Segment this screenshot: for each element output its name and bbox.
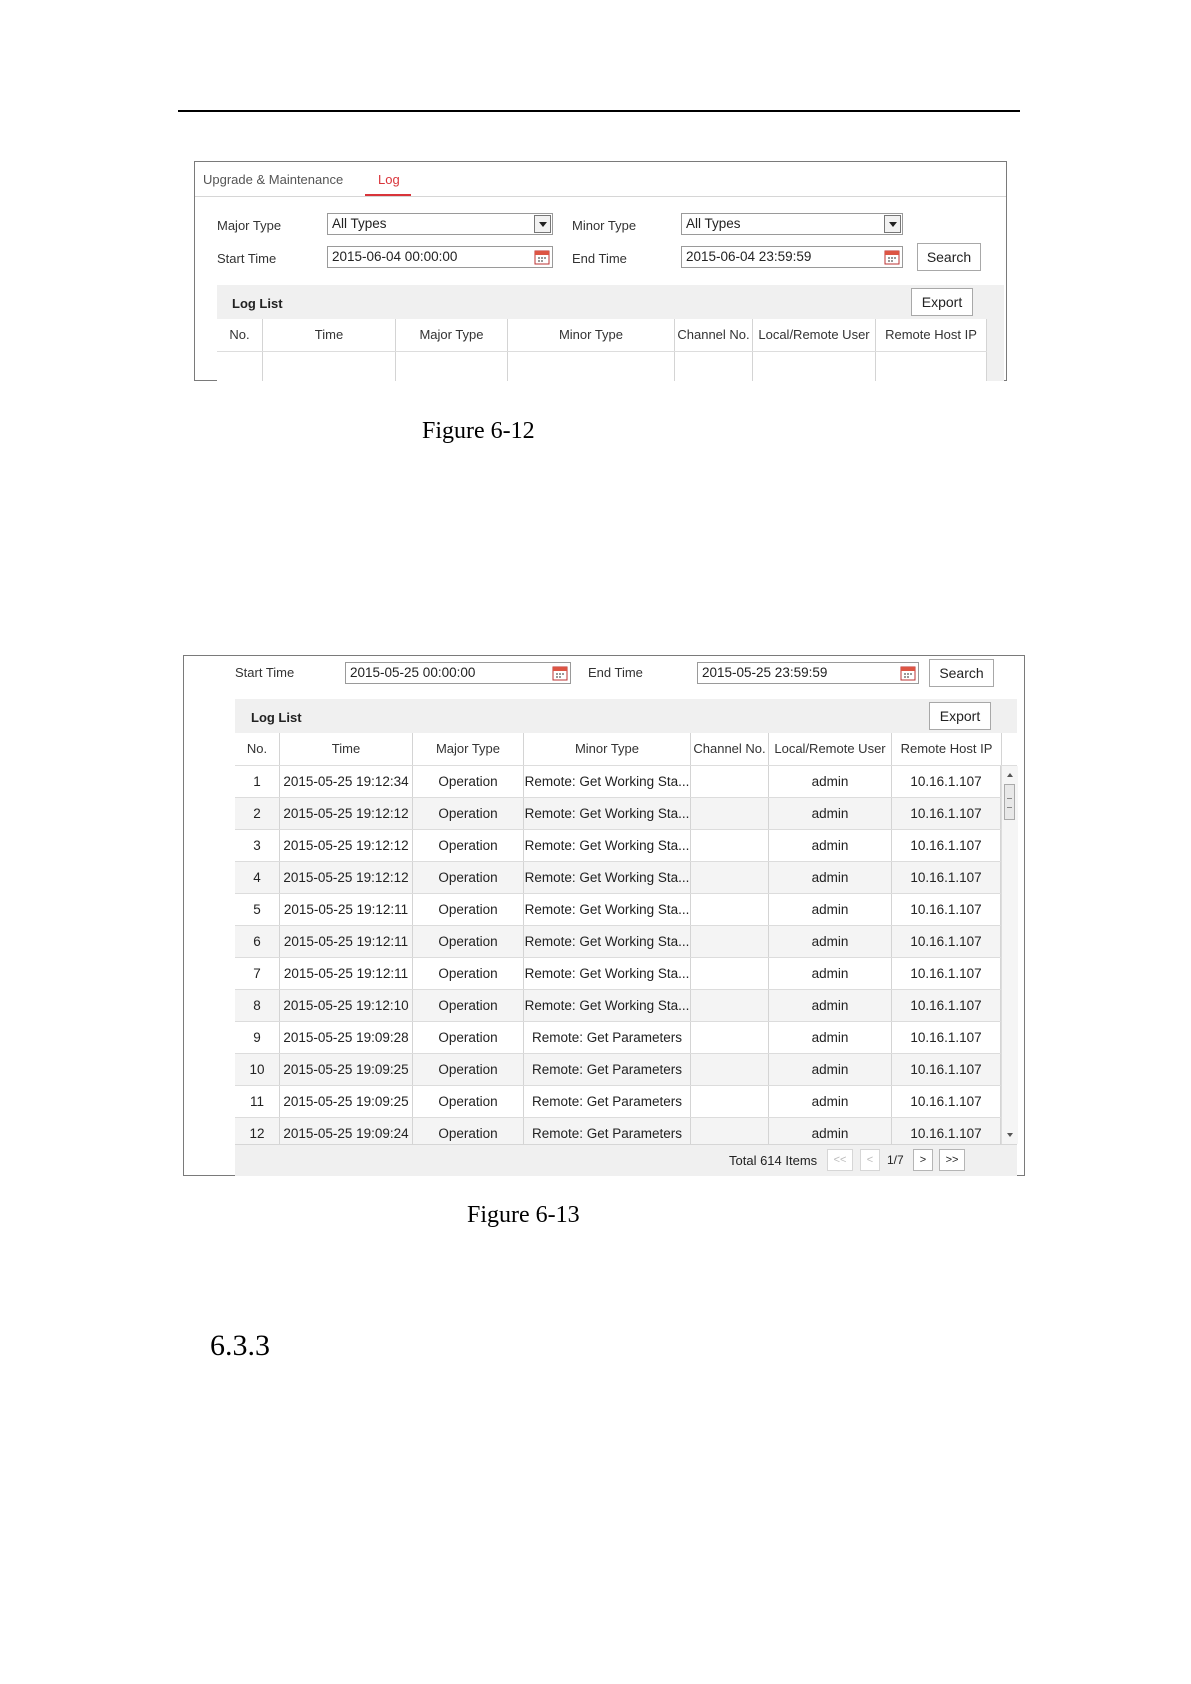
calendar-icon[interactable] — [900, 665, 916, 681]
cell-minor-type: Remote: Get Working Sta... — [524, 926, 691, 957]
cell-user: admin — [769, 1086, 892, 1117]
cell-time: 2015-05-25 19:12:12 — [280, 830, 413, 861]
cell-host-ip: 10.16.1.107 — [892, 862, 1001, 893]
cell-minor-type: Remote: Get Working Sta... — [524, 862, 691, 893]
log-list-title: Log List — [232, 296, 283, 311]
cell-time: 2015-05-25 19:09:25 — [280, 1054, 413, 1085]
table-row[interactable] — [235, 894, 1001, 926]
col-remote-host-ip[interactable]: Remote Host IP — [876, 319, 987, 351]
minor-type-label: Minor Type — [572, 218, 637, 233]
cell-minor-type: Remote: Get Working Sta... — [524, 894, 691, 925]
cell-minor-type: Remote: Get Parameters — [524, 1022, 691, 1053]
vertical-scrollbar[interactable] — [1001, 766, 1018, 1144]
cell-host-ip: 10.16.1.107 — [892, 926, 1001, 957]
cell-no: 6 — [235, 926, 280, 957]
cell-channel-no — [691, 1086, 769, 1117]
col-time[interactable]: Time — [280, 733, 413, 765]
cell-host-ip: 10.16.1.107 — [892, 830, 1001, 861]
col-channel-no[interactable]: Channel No. — [675, 319, 753, 351]
cell-time: 2015-05-25 19:12:11 — [280, 894, 413, 925]
end-time-input[interactable] — [681, 246, 903, 268]
cell-major-type: Operation — [413, 830, 524, 861]
cell-user: admin — [769, 1118, 892, 1144]
search-button[interactable]: Search — [917, 243, 981, 271]
tab-log[interactable]: Log — [378, 172, 400, 187]
cell-host-ip: 10.16.1.107 — [892, 958, 1001, 989]
cell-major-type: Operation — [413, 958, 524, 989]
cell-host-ip: 10.16.1.107 — [892, 798, 1001, 829]
cell-host-ip: 10.16.1.107 — [892, 1118, 1001, 1144]
minor-type-select[interactable] — [681, 213, 903, 235]
cell-user: admin — [769, 1022, 892, 1053]
cell-minor-type: Remote: Get Working Sta... — [524, 958, 691, 989]
cell-minor-type: Remote: Get Parameters — [524, 1086, 691, 1117]
cell-host-ip: 10.16.1.107 — [892, 894, 1001, 925]
scroll-down-icon[interactable] — [1002, 1128, 1018, 1142]
column-divider — [876, 352, 987, 381]
cell-major-type: Operation — [413, 926, 524, 957]
cell-no: 3 — [235, 830, 280, 861]
col-local-remote-user[interactable]: Local/Remote User — [753, 319, 876, 351]
grip-icon — [1007, 798, 1012, 808]
cell-major-type: Operation — [413, 1118, 524, 1144]
cell-no: 1 — [235, 766, 280, 797]
chevron-down-icon[interactable] — [884, 215, 901, 233]
cell-channel-no — [691, 830, 769, 861]
cell-major-type: Operation — [413, 766, 524, 797]
cell-channel-no — [691, 798, 769, 829]
column-divider — [217, 352, 263, 381]
active-tab-indicator — [365, 194, 411, 196]
cell-major-type: Operation — [413, 862, 524, 893]
cell-no: 8 — [235, 990, 280, 1021]
cell-time: 2015-05-25 19:12:34 — [280, 766, 413, 797]
column-divider — [753, 352, 876, 381]
cell-channel-no — [691, 894, 769, 925]
cell-no: 12 — [235, 1118, 280, 1144]
last-page-button[interactable]: >> — [939, 1149, 965, 1171]
prev-page-button[interactable]: < — [860, 1149, 880, 1171]
col-channel-no[interactable]: Channel No. — [691, 733, 769, 765]
col-minor-type[interactable]: Minor Type — [524, 733, 691, 765]
column-divider — [508, 352, 675, 381]
cell-host-ip: 10.16.1.107 — [892, 1022, 1001, 1053]
cell-channel-no — [691, 766, 769, 797]
cell-minor-type: Remote: Get Working Sta... — [524, 766, 691, 797]
col-remote-host-ip[interactable]: Remote Host IP — [892, 733, 1002, 765]
cell-user: admin — [769, 862, 892, 893]
cell-no: 9 — [235, 1022, 280, 1053]
page-indicator: 1/7 — [887, 1153, 904, 1167]
table-header — [235, 733, 1017, 766]
cell-host-ip: 10.16.1.107 — [892, 1086, 1001, 1117]
cell-major-type: Operation — [413, 894, 524, 925]
cell-channel-no — [691, 990, 769, 1021]
col-minor-type[interactable]: Minor Type — [508, 319, 675, 351]
cell-time: 2015-05-25 19:12:11 — [280, 958, 413, 989]
start-time-value: 2015-05-25 00:00:00 — [350, 665, 476, 680]
table-row[interactable] — [235, 798, 1001, 830]
cell-major-type: Operation — [413, 1022, 524, 1053]
cell-channel-no — [691, 862, 769, 893]
cell-major-type: Operation — [413, 798, 524, 829]
cell-channel-no — [691, 1022, 769, 1053]
figure-6-13-caption: Figure 6-13 — [467, 1202, 580, 1228]
start-time-input[interactable] — [345, 662, 571, 684]
end-time-input[interactable] — [697, 662, 919, 684]
figure-6-13 — [183, 655, 1025, 1176]
cell-no: 5 — [235, 894, 280, 925]
cell-minor-type: Remote: Get Parameters — [524, 1054, 691, 1085]
table-row[interactable] — [235, 1054, 1001, 1086]
column-divider — [263, 352, 396, 381]
tab-upgrade-maintenance[interactable]: Upgrade & Maintenance — [203, 172, 344, 187]
cell-user: admin — [769, 926, 892, 957]
col-major-type[interactable]: Major Type — [396, 319, 508, 351]
minor-type-value: All Types — [686, 216, 741, 231]
table-body-empty — [217, 352, 987, 381]
cell-time: 2015-05-25 19:09:25 — [280, 1086, 413, 1117]
cell-major-type: Operation — [413, 990, 524, 1021]
table-body — [235, 766, 1001, 1144]
table-row[interactable] — [235, 766, 1001, 798]
cell-minor-type: Remote: Get Working Sta... — [524, 830, 691, 861]
col-major-type[interactable]: Major Type — [413, 733, 524, 765]
start-time-value: 2015-06-04 00:00:00 — [332, 249, 458, 264]
end-time-value: 2015-05-25 23:59:59 — [702, 665, 828, 680]
end-time-label: End Time — [572, 251, 627, 266]
cell-minor-type: Remote: Get Parameters — [524, 1118, 691, 1144]
figure-6-12 — [194, 161, 1007, 381]
col-no[interactable]: No. — [235, 733, 280, 765]
cell-time: 2015-05-25 19:12:10 — [280, 990, 413, 1021]
scroll-up-icon[interactable] — [1002, 768, 1018, 782]
search-button[interactable]: Search — [929, 659, 994, 687]
cell-no: 10 — [235, 1054, 280, 1085]
cell-minor-type: Remote: Get Working Sta... — [524, 798, 691, 829]
cell-time: 2015-05-25 19:12:12 — [280, 862, 413, 893]
calendar-icon[interactable] — [884, 249, 900, 265]
table-row[interactable] — [235, 1022, 1001, 1054]
cell-host-ip: 10.16.1.107 — [892, 766, 1001, 797]
cell-channel-no — [691, 1118, 769, 1144]
table-row[interactable] — [235, 862, 1001, 894]
table-row[interactable] — [235, 958, 1001, 990]
cell-major-type: Operation — [413, 1086, 524, 1117]
major-type-select[interactable] — [327, 213, 553, 235]
column-divider — [675, 352, 753, 381]
cell-minor-type: Remote: Get Working Sta... — [524, 990, 691, 1021]
tab-bar — [195, 162, 1006, 197]
major-type-label: Major Type — [217, 218, 282, 233]
scrollbar-thumb[interactable] — [1004, 784, 1015, 820]
table-row[interactable] — [235, 990, 1001, 1022]
chevron-down-icon[interactable] — [534, 215, 551, 233]
cell-no: 2 — [235, 798, 280, 829]
end-time-label: End Time — [588, 665, 643, 680]
export-button[interactable]: Export — [929, 702, 991, 730]
start-time-label: Start Time — [217, 251, 277, 266]
cell-time: 2015-05-25 19:12:11 — [280, 926, 413, 957]
calendar-icon[interactable] — [552, 665, 568, 681]
cell-channel-no — [691, 1054, 769, 1085]
col-time[interactable]: Time — [263, 319, 396, 351]
export-button[interactable]: Export — [911, 288, 973, 316]
table-row[interactable] — [235, 830, 1001, 862]
cell-channel-no — [691, 926, 769, 957]
cell-user: admin — [769, 1054, 892, 1085]
cell-user: admin — [769, 958, 892, 989]
cell-channel-no — [691, 958, 769, 989]
total-items-label: Total 614 Items — [729, 1153, 818, 1168]
next-page-button[interactable]: > — [913, 1149, 933, 1171]
table-row[interactable] — [235, 1086, 1001, 1118]
page-header-rule — [178, 110, 1020, 112]
pagination-bar — [235, 1144, 1017, 1176]
cell-no: 7 — [235, 958, 280, 989]
log-list-panel — [217, 285, 1004, 381]
cell-no: 11 — [235, 1086, 280, 1117]
log-list-title: Log List — [251, 710, 302, 725]
cell-user: admin — [769, 766, 892, 797]
col-local-remote-user[interactable]: Local/Remote User — [769, 733, 892, 765]
calendar-icon[interactable] — [534, 249, 550, 265]
col-no[interactable]: No. — [217, 319, 263, 351]
start-time-input[interactable] — [327, 246, 553, 268]
cell-host-ip: 10.16.1.107 — [892, 1054, 1001, 1085]
cell-user: admin — [769, 990, 892, 1021]
table-header — [217, 319, 987, 352]
end-time-value: 2015-06-04 23:59:59 — [686, 249, 812, 264]
major-type-value: All Types — [332, 216, 387, 231]
section-number: 6.3.3 — [210, 1329, 270, 1362]
cell-time: 2015-05-25 19:09:24 — [280, 1118, 413, 1144]
table-row[interactable] — [235, 926, 1001, 958]
table-row[interactable] — [235, 1118, 1001, 1144]
cell-user: admin — [769, 798, 892, 829]
figure-6-12-caption: Figure 6-12 — [422, 418, 535, 444]
cell-user: admin — [769, 894, 892, 925]
cell-user: admin — [769, 830, 892, 861]
cell-time: 2015-05-25 19:12:12 — [280, 798, 413, 829]
cell-time: 2015-05-25 19:09:28 — [280, 1022, 413, 1053]
log-list-panel — [235, 699, 1017, 1175]
cell-major-type: Operation — [413, 1054, 524, 1085]
cell-no: 4 — [235, 862, 280, 893]
cell-host-ip: 10.16.1.107 — [892, 990, 1001, 1021]
first-page-button[interactable]: << — [827, 1149, 853, 1171]
column-divider — [396, 352, 508, 381]
start-time-label: Start Time — [235, 665, 295, 680]
